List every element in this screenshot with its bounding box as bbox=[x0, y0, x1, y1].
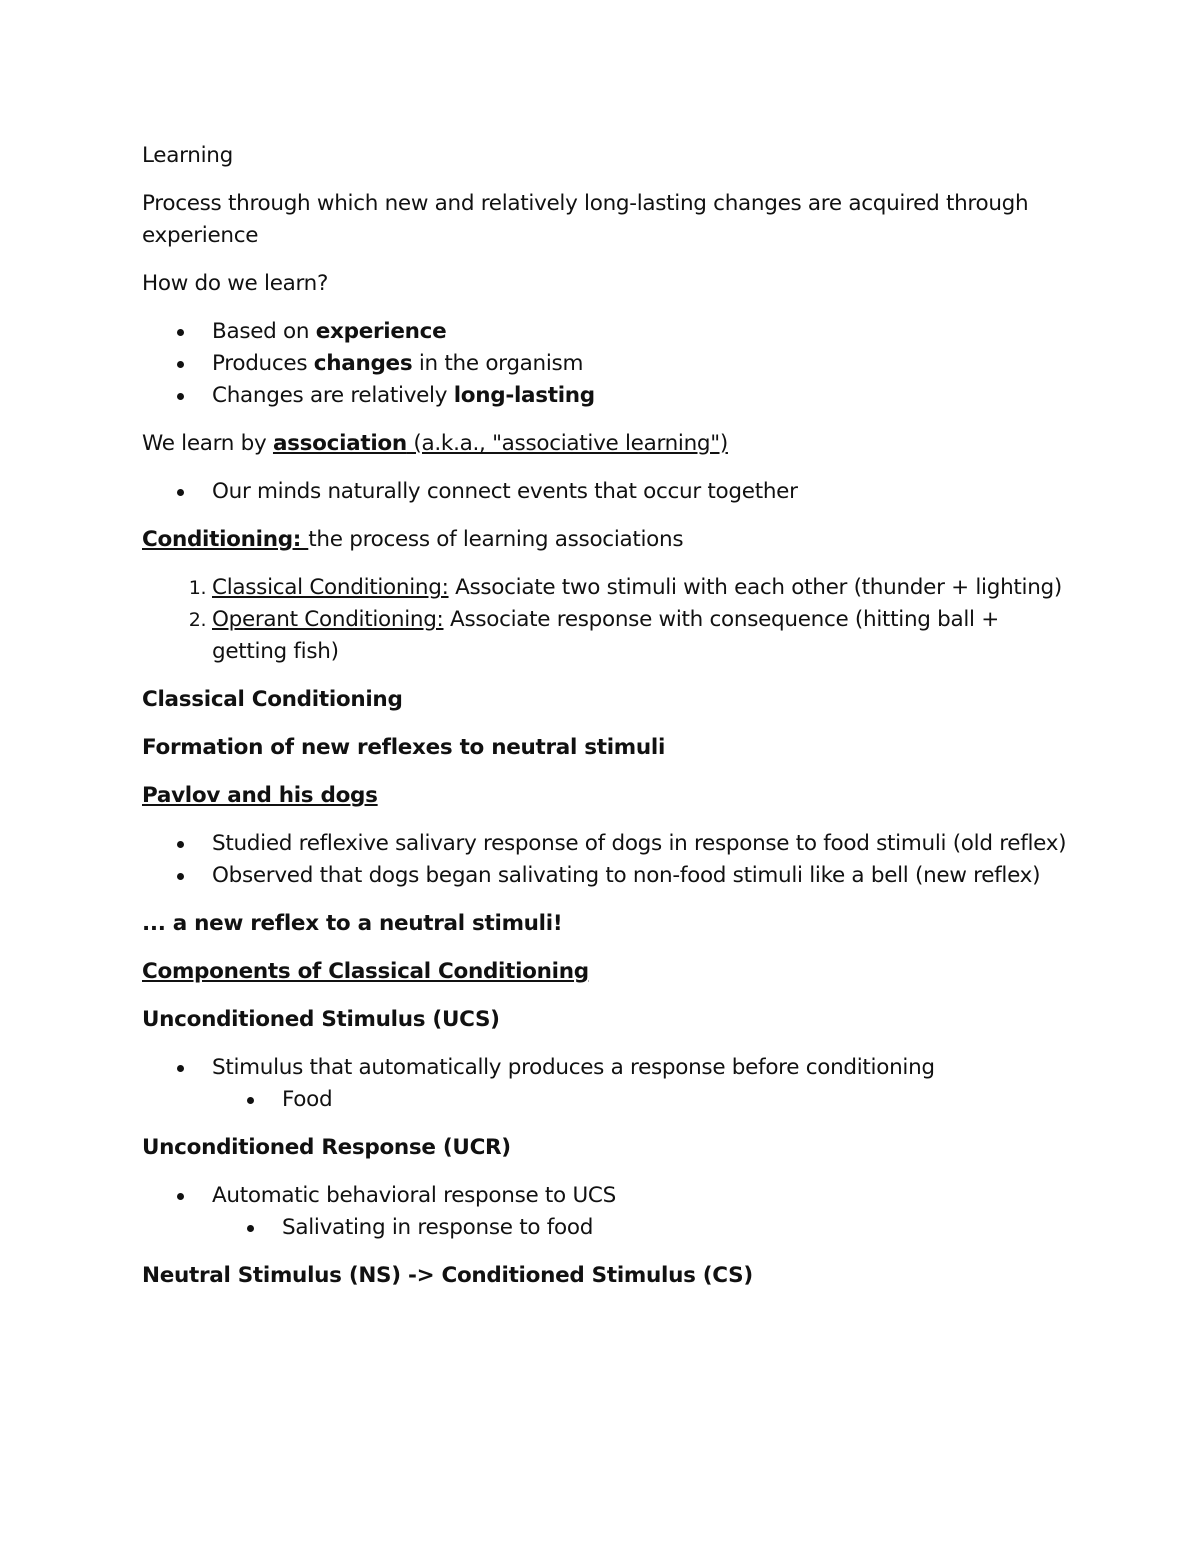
conditioning-types-list bbox=[142, 572, 1067, 668]
conditioning-line: Conditioning: the process of learning associations bbox=[142, 527, 684, 552]
new-reflex-line: ... a new reflex to a neutral stimuli! bbox=[142, 911, 563, 936]
list-item: Based on experience bbox=[212, 316, 1067, 348]
how-list bbox=[142, 316, 1067, 412]
pavlov-heading: Pavlov and his dogs bbox=[142, 783, 378, 808]
ucr-list bbox=[142, 1180, 1067, 1244]
document-title: Learning bbox=[142, 143, 233, 168]
list-item: Observed that dogs began salivating to non-food stimuli like a bell (new reflex) bbox=[212, 860, 1067, 892]
list-item: Our minds naturally connect events that occur together bbox=[212, 476, 1067, 508]
list-item: Automatic behavioral response to UCS Salivating in response to food bbox=[212, 1180, 1067, 1244]
ucr-heading: Unconditioned Response (UCR) bbox=[142, 1135, 511, 1160]
document-page bbox=[142, 140, 1067, 1308]
ns-cs-heading: Neutral Stimulus (NS) -> Conditioned Stimulus (CS) bbox=[142, 1263, 753, 1288]
association-list bbox=[142, 476, 1067, 508]
association-line: We learn by association (a.k.a., "associative learning") bbox=[142, 431, 728, 456]
ucs-list bbox=[142, 1052, 1067, 1116]
list-item: Salivating in response to food bbox=[282, 1212, 1067, 1244]
ucs-sub-list bbox=[212, 1084, 1067, 1116]
classical-heading: Classical Conditioning bbox=[142, 687, 403, 712]
list-item: Produces changes in the organism bbox=[212, 348, 1067, 380]
pavlov-list bbox=[142, 828, 1067, 892]
components-heading: Components of Classical Conditioning bbox=[142, 959, 589, 984]
learning-definition: Process through which new and relatively long-lasting changes are acquired through experience bbox=[142, 191, 1029, 248]
list-item: Stimulus that automatically produces a response before conditioning Food bbox=[212, 1052, 1067, 1116]
list-item: 1. Classical Conditioning: Associate two stimuli with each other (thunder + lighting) bbox=[212, 572, 1067, 604]
list-item: Food bbox=[282, 1084, 1067, 1116]
how-question: How do we learn? bbox=[142, 271, 329, 296]
list-item: 2. Operant Conditioning: Associate response with consequence (hitting ball + getting fish) bbox=[212, 604, 1067, 668]
ucr-sub-list bbox=[212, 1212, 1067, 1244]
ucs-heading: Unconditioned Stimulus (UCS) bbox=[142, 1007, 500, 1032]
formation-heading: Formation of new reflexes to neutral stimuli bbox=[142, 735, 666, 760]
list-item: Changes are relatively long-lasting bbox=[212, 380, 1067, 412]
list-item: Studied reflexive salivary response of dogs in response to food stimuli (old reflex) bbox=[212, 828, 1067, 860]
